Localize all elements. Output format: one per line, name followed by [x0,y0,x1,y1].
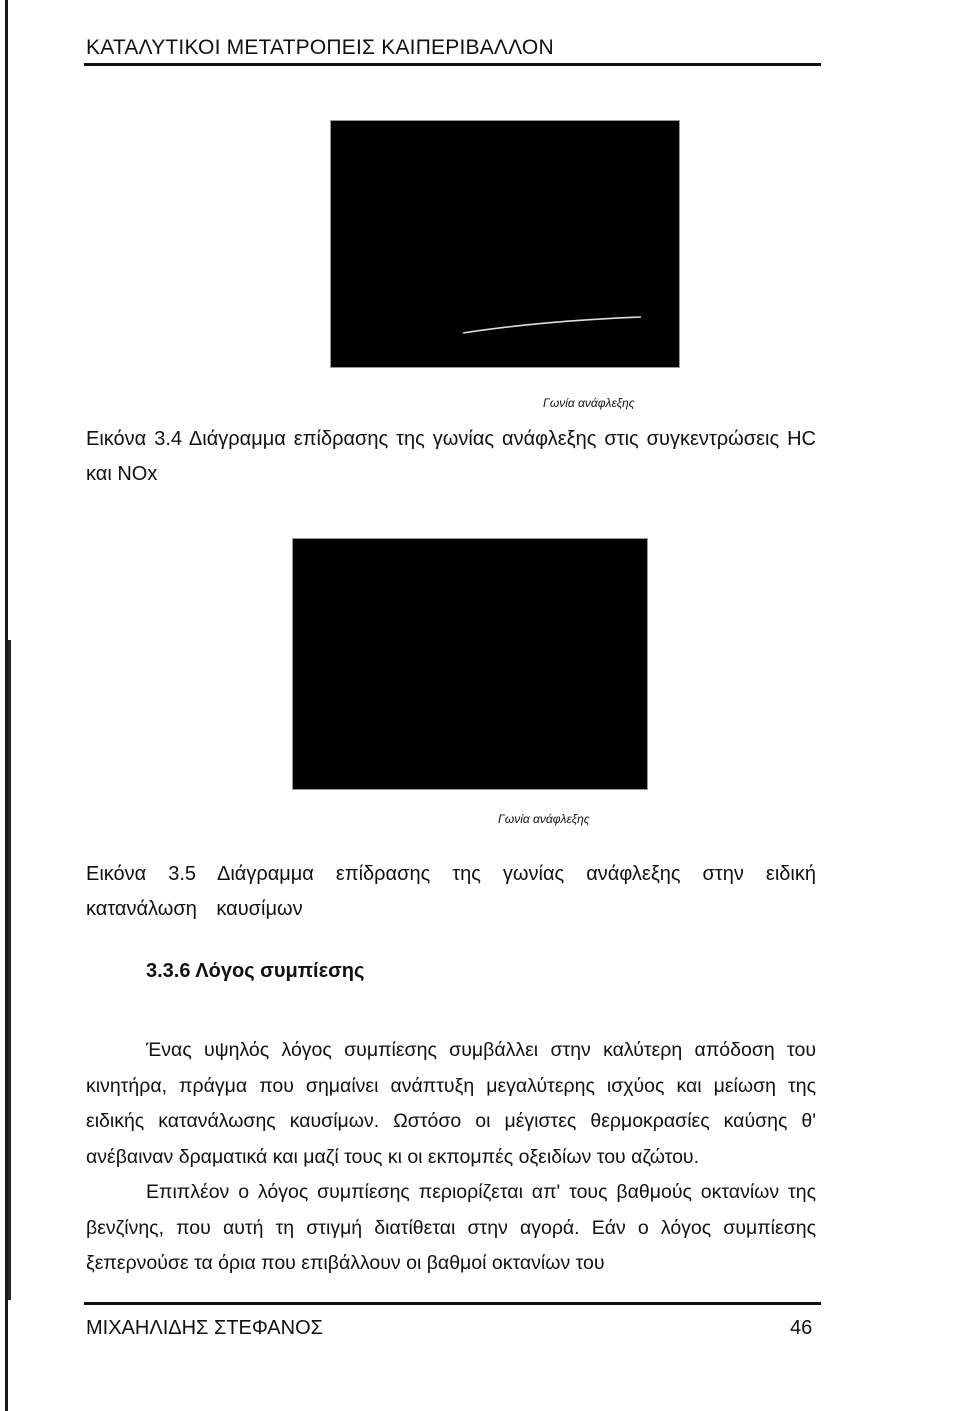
figure-3-4-plot [330,120,680,368]
figure-3-5-caption: Εικόνα 3.5 Διάγραμμα επίδρασης της γωνίας ανάφλεξης στην ειδική κατανάλωση καυσίμων [86,863,816,920]
figure-3-4-x-axis-label: Γωνία ανάφλεξης [543,396,635,410]
paragraph-1: Ένας υψηλός λόγος συμπίεσης συμβάλλει στην καλύτερη απόδοση του κινητήρα, πράγμα που σημαίνει ανάπτυξη μεγαλύτερης ισχύος και μείωση της ειδικής κατανάλωσης καυσίμων. Ωστόσο οι μέγιστες θερμοκρασίες καύσης θ' ανέβαιναν δραματικά και μαζί τους κι οι εκπομπές οξειδίων του αζώτου. [86,1039,816,1168]
figure-3-5-plot [292,538,648,790]
figure-3-4-curve [331,121,679,367]
paragraph-2: Επιπλέον ο λόγος συμπίεσης περιορίζεται απ' τους βαθμούς οκτανίων της βενζίνης, που αυτή τη στιγμή διατίθεται στην αγορά. Εάν ο λόγος συμπίεσης ξεπερνούσε τα όρια που επιβάλλουν οι βαθμοί οκτανίων του [86,1181,816,1274]
section-heading: 3.3.6 Λόγος συμπίεσης [146,960,365,982]
running-head: ΚΑΤΑΛΥΤΙΚΟΙ ΜΕΤΑΤΡΟΠΕΙΣ ΚΑΙΠΕΡΙΒΑΛΛΟΝ [86,36,554,59]
body-text [86,1033,816,1282]
footer-author: ΜΙΧΑΗΛΙΔΗΣ ΣΤΕΦΑΝΟΣ [86,1317,323,1339]
figure-3-5-x-axis-label: Γωνία ανάφλεξης [498,812,590,826]
page-number: 46 [790,1317,813,1339]
scan-edge-shadow-lower [8,640,11,1300]
figure-3-4-caption: Εικόνα 3.4 Διάγραμμα επίδρασης της γωνίας ανάφλεξης στις συγκεντρώσεις HC και NOx [86,428,816,485]
header-rule [84,63,821,66]
footer-rule [84,1302,821,1305]
